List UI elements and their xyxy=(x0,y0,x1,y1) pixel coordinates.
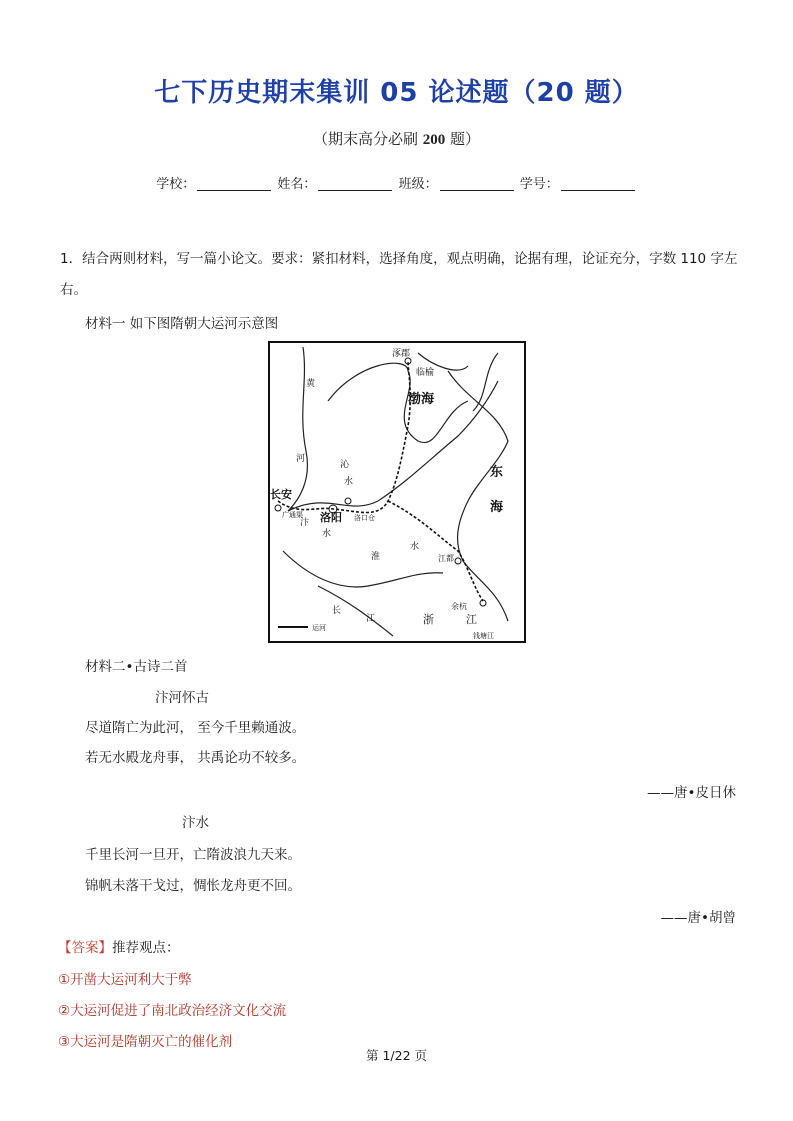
map-label-jiang-zhe: 江 xyxy=(466,613,477,626)
map-label-luoyang: 洛阳 xyxy=(320,511,342,524)
poem1-author: ——唐•皮日休 xyxy=(647,785,736,801)
answer-heading-text: 推荐观点： xyxy=(112,940,180,956)
school-label: 学校： xyxy=(156,177,196,192)
map-label-yuhang: 余杭 xyxy=(451,602,467,611)
poem2-line-1: 千里长河一旦开，亡隋波浪九天来。 xyxy=(85,847,301,863)
map-label-guangtongqu: 广通渠 xyxy=(282,511,303,519)
poem1-line-2: 若无水殿龙舟事， 共禹论功不较多。 xyxy=(85,750,306,766)
map-label-qin-1: 沁 xyxy=(340,460,350,470)
map-label-qin-2: 水 xyxy=(344,477,354,487)
grand-canal-map xyxy=(268,341,526,643)
map-label-zhuojun: 涿郡 xyxy=(392,349,411,359)
poem2-title: 汴水 xyxy=(182,815,209,831)
map-label-linyu: 临榆 xyxy=(416,368,435,378)
map-label-huai: 淮 xyxy=(371,552,381,562)
poem1-line-1: 尽道隋亡为此河， 至今千里赖通波。 xyxy=(85,720,306,736)
student-id-blank[interactable] xyxy=(561,176,635,191)
map-label-he-2: 河 xyxy=(296,454,306,464)
class-label: 班级： xyxy=(398,177,438,192)
map-label-he-1: 黄 xyxy=(306,379,316,389)
map-legend-label: 运河 xyxy=(312,624,326,632)
map-label-donghai-2: 海 xyxy=(490,500,504,515)
name-label: 姓名： xyxy=(277,177,317,192)
document-title: 七下历史期末集训 05 论述题（20 题） xyxy=(154,78,639,108)
map-label-bian: 汴 xyxy=(300,518,310,528)
student-info-line xyxy=(0,173,793,192)
school-blank[interactable] xyxy=(197,176,271,191)
poem1-title: 汴河怀古 xyxy=(155,690,209,706)
map-label-luokoucang: 洛口仓 xyxy=(354,514,375,522)
subtitle-pre: （期末高分必刷 xyxy=(312,130,423,148)
answer-point-3: ③大运河是隋朝灭亡的催化剂 xyxy=(58,1034,233,1050)
name-blank[interactable] xyxy=(318,176,392,191)
map-label-donghai-1: 东 xyxy=(490,465,504,480)
answer-point-1: ①开凿大运河利大于弊 xyxy=(58,972,192,988)
map-label-bohai: 渤海 xyxy=(408,392,435,407)
map-label-jiangdu: 江都 xyxy=(438,554,454,563)
question-text: 1．结合两则材料，写一篇小论文。要求：紧扣材料，选择角度，观点明确，论据有理，论证充分，字数 110 字左右。 xyxy=(60,251,738,298)
answer-heading xyxy=(58,936,180,956)
student-id-label: 学号： xyxy=(519,177,559,192)
answer-point-2: ②大运河促进了南北政治经济文化交流 xyxy=(58,1003,287,1019)
answer-tag: 【答案】 xyxy=(58,940,112,956)
poem2-line-2: 锦帆未落干戈过，惆怅龙舟更不回。 xyxy=(85,878,301,894)
page-footer: 第 1/22 页 xyxy=(365,1048,428,1063)
document-subtitle xyxy=(0,128,793,149)
subtitle-number: 200 xyxy=(422,132,446,148)
map-label-bian-water: 水 xyxy=(322,529,332,539)
map-label-changan: 长安 xyxy=(270,488,292,501)
material2-label: 材料二•古诗二首 xyxy=(85,659,188,675)
class-blank[interactable] xyxy=(440,176,514,191)
map-label-chang: 长 xyxy=(332,606,342,616)
poem2-author: ——唐•胡曾 xyxy=(660,910,736,926)
material1-label: 材料一 如下图隋朝大运河示意图 xyxy=(85,316,279,332)
map-label-huai-water: 水 xyxy=(410,542,420,552)
subtitle-post: 题） xyxy=(445,130,481,148)
map-label-zhe: 浙 xyxy=(423,613,434,626)
map-label-qiantang: 钱塘江 xyxy=(473,632,494,640)
map-label-jiang-chang: 江 xyxy=(366,614,376,624)
